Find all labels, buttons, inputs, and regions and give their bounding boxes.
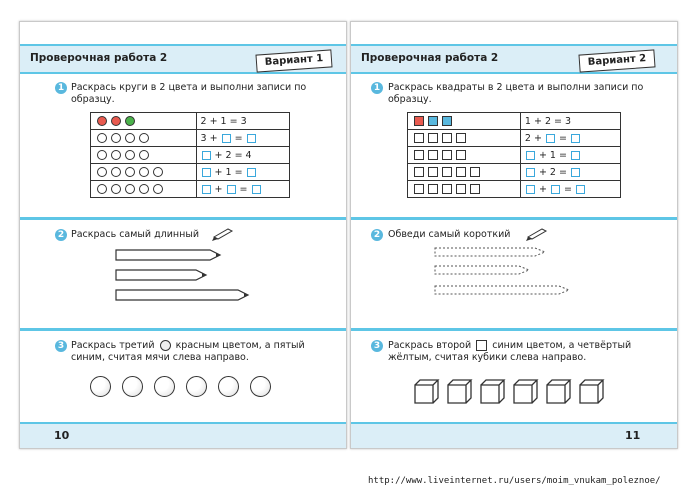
- task-2-text: Обведи самый короткий: [388, 229, 511, 240]
- circle-shape[interactable]: [125, 116, 135, 126]
- expression-cell: [520, 130, 620, 147]
- table-row: [91, 130, 290, 147]
- circle-shape[interactable]: [111, 133, 121, 143]
- square-shape[interactable]: [456, 184, 466, 194]
- circle-shape[interactable]: [125, 150, 135, 160]
- cubes-image: [411, 374, 611, 404]
- square-shape[interactable]: [470, 167, 480, 177]
- square-shape[interactable]: [456, 133, 466, 143]
- square-shape[interactable]: [456, 150, 466, 160]
- circle-shape[interactable]: [97, 184, 107, 194]
- circle-shape[interactable]: [139, 133, 149, 143]
- square-shape[interactable]: [414, 133, 424, 143]
- header-title: Проверочная работа 2: [361, 52, 499, 64]
- square-shape[interactable]: [442, 167, 452, 177]
- square-shape[interactable]: [456, 167, 466, 177]
- square-shape[interactable]: [428, 167, 438, 177]
- expression-text: + 1 =: [535, 149, 570, 161]
- answer-box[interactable]: [202, 168, 211, 177]
- variant-label: Вариант 1: [255, 49, 332, 72]
- table-row: [408, 181, 621, 198]
- shapes-cell: [408, 181, 521, 198]
- task-number-1: 1: [371, 82, 383, 94]
- shapes-cell: [91, 164, 197, 181]
- answer-box[interactable]: [222, 134, 231, 143]
- header-title: Проверочная работа 2: [30, 52, 168, 64]
- expression-cell: [196, 130, 290, 147]
- ball: [218, 376, 239, 397]
- answer-box[interactable]: [571, 168, 580, 177]
- shapes-cell: [91, 113, 197, 130]
- pencil-icon: [526, 227, 550, 241]
- square-shape[interactable]: [470, 184, 480, 194]
- page-number-band: [351, 422, 677, 448]
- shapes-cell: [408, 130, 521, 147]
- answer-box[interactable]: [551, 185, 560, 194]
- cube[interactable]: [481, 380, 504, 403]
- task-3-text-a: Раскрась второй: [388, 340, 472, 351]
- task-number-3: 3: [55, 340, 67, 352]
- pencil-3: [116, 290, 248, 300]
- square-shape[interactable]: [428, 184, 438, 194]
- answer-box[interactable]: [252, 185, 261, 194]
- expression-cell: [196, 113, 290, 130]
- task-3-text: [388, 340, 650, 364]
- table-row: [91, 147, 290, 164]
- right-page: [350, 21, 678, 449]
- circle-shape[interactable]: [97, 150, 107, 160]
- table-row: [408, 113, 621, 130]
- answer-box[interactable]: [571, 134, 580, 143]
- table-row: [408, 147, 621, 164]
- ball: [90, 376, 111, 397]
- table-row: [408, 164, 621, 181]
- expression-text: 2 +: [524, 132, 545, 144]
- answer-box[interactable]: [247, 134, 256, 143]
- answer-box[interactable]: [526, 185, 535, 194]
- cube[interactable]: [514, 380, 537, 403]
- cube[interactable]: [448, 380, 471, 403]
- divider: [351, 328, 677, 331]
- circle-shape[interactable]: [125, 184, 135, 194]
- pencil-3: [435, 286, 569, 294]
- circle-shape[interactable]: [111, 116, 121, 126]
- header-band: [351, 44, 677, 74]
- header-band: [20, 44, 346, 74]
- square-shape[interactable]: [442, 133, 452, 143]
- task-number-3: 3: [371, 340, 383, 352]
- source-url[interactable]: http://www.liveinternet.ru/users/moim_vnukam_poleznoe/: [368, 476, 661, 486]
- task-1-table: [407, 112, 621, 198]
- page-number: 10: [54, 429, 70, 442]
- ball: [186, 376, 207, 397]
- task-number-1: 1: [55, 82, 67, 94]
- expression-text: =: [236, 183, 251, 195]
- cube[interactable]: [580, 380, 603, 403]
- ball: [250, 376, 271, 397]
- divider: [351, 217, 677, 220]
- task-3-text-a: Раскрась третий: [71, 340, 155, 351]
- expression-cell: [196, 147, 290, 164]
- task-1-text: Раскрась круги в 2 цвета и выполни записи по образцу.: [71, 82, 307, 105]
- pencil-2: [116, 270, 206, 280]
- expression-cell: [196, 164, 290, 181]
- circle-shape[interactable]: [97, 167, 107, 177]
- shapes-cell: [91, 181, 197, 198]
- expression-text: 3 +: [200, 132, 221, 144]
- answer-box[interactable]: [571, 151, 580, 160]
- circle-shape[interactable]: [97, 116, 107, 126]
- expression-cell: [520, 181, 620, 198]
- expression-cell: [520, 113, 620, 130]
- square-shape[interactable]: [428, 116, 438, 126]
- square-shape[interactable]: [442, 184, 452, 194]
- square-shape[interactable]: [428, 133, 438, 143]
- expression-text: 2 + 1 = 3: [200, 115, 247, 127]
- answer-box[interactable]: [202, 185, 211, 194]
- page-number-band: [20, 422, 346, 448]
- circle-shape[interactable]: [139, 150, 149, 160]
- answer-box[interactable]: [202, 151, 211, 160]
- expression-cell: [196, 181, 290, 198]
- task-1-text: Раскрась квадраты в 2 цвета и выполни записи по образцу.: [388, 82, 644, 105]
- cube-icon: [476, 340, 487, 351]
- circle-shape[interactable]: [139, 184, 149, 194]
- answer-box[interactable]: [247, 168, 256, 177]
- table-row: [91, 113, 290, 130]
- divider: [20, 217, 346, 220]
- square-shape[interactable]: [442, 116, 452, 126]
- circle-shape[interactable]: [125, 167, 135, 177]
- answer-box[interactable]: [526, 168, 535, 177]
- pencil-1: [435, 248, 545, 256]
- page-number: 11: [625, 429, 641, 442]
- table-row: [91, 164, 290, 181]
- table-row: [91, 181, 290, 198]
- circle-shape[interactable]: [153, 167, 163, 177]
- square-shape[interactable]: [414, 167, 424, 177]
- expression-text: =: [555, 132, 570, 144]
- answer-box[interactable]: [546, 134, 555, 143]
- circle-shape[interactable]: [139, 167, 149, 177]
- answer-box[interactable]: [526, 151, 535, 160]
- circle-shape[interactable]: [125, 133, 135, 143]
- circle-shape[interactable]: [97, 133, 107, 143]
- square-shape[interactable]: [414, 150, 424, 160]
- answer-box[interactable]: [576, 185, 585, 194]
- answer-box[interactable]: [227, 185, 236, 194]
- square-shape[interactable]: [428, 150, 438, 160]
- task-number-2: 2: [55, 229, 67, 241]
- circle-shape[interactable]: [111, 167, 121, 177]
- expression-text: =: [560, 183, 575, 195]
- left-page: [19, 21, 347, 449]
- cube[interactable]: [547, 380, 570, 403]
- square-shape[interactable]: [414, 184, 424, 194]
- expression-cell: [520, 147, 620, 164]
- pencil-1: [116, 250, 220, 260]
- task-3-text: [71, 340, 326, 364]
- task-2-text: Раскрась самый длинный: [71, 229, 200, 240]
- shapes-cell: [408, 164, 521, 181]
- square-shape[interactable]: [442, 150, 452, 160]
- expression-text: +: [535, 183, 550, 195]
- cube[interactable]: [415, 380, 438, 403]
- expression-text: 1 + 2 = 3: [524, 115, 572, 127]
- task-3-text-b: красным цветом, а пятый синим, считая мячи слева направо.: [71, 340, 305, 363]
- divider: [20, 328, 346, 331]
- pencil-2: [435, 266, 529, 274]
- square-shape[interactable]: [414, 116, 424, 126]
- expression-text: + 2 = 4: [211, 149, 252, 161]
- shapes-cell: [408, 147, 521, 164]
- circle-shape[interactable]: [111, 150, 121, 160]
- task-1-table: [90, 112, 290, 198]
- pencil-icon: [212, 227, 236, 241]
- expression-text: +: [211, 183, 226, 195]
- expression-cell: [520, 164, 620, 181]
- variant-label: Вариант 2: [578, 49, 655, 72]
- table-row: [408, 130, 621, 147]
- expression-text: =: [231, 132, 246, 144]
- circle-shape[interactable]: [111, 184, 121, 194]
- shapes-cell: [91, 147, 197, 164]
- expression-text: + 2 =: [535, 166, 570, 178]
- pencils-image: [431, 244, 591, 304]
- task-3-text-b: синим цветом, а четвёртый жёлтым, считая кубики слева направо.: [388, 340, 632, 363]
- circle-shape[interactable]: [153, 184, 163, 194]
- ball-icon: [160, 340, 171, 351]
- ball: [122, 376, 143, 397]
- expression-text: + 1 =: [211, 166, 246, 178]
- ball: [154, 376, 175, 397]
- shapes-cell: [408, 113, 521, 130]
- pencils-image: [110, 246, 260, 306]
- task-number-2: 2: [371, 229, 383, 241]
- shapes-cell: [91, 130, 197, 147]
